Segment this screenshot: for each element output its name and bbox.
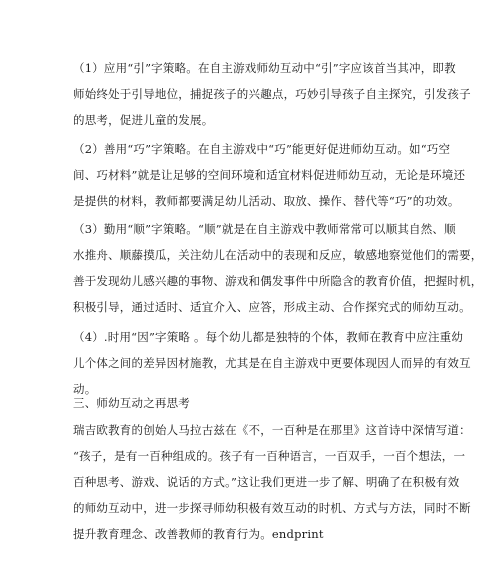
section-heading	[73, 390, 435, 416]
text-line: 的思考，促进儿童的发展。	[73, 113, 214, 127]
text-line: （2）善用“巧”字策略。在自主游戏中“巧”能更好促进师幼互动。如“巧空	[73, 142, 451, 156]
paragraph-strategy-shun	[73, 216, 483, 320]
text-line: “孩子，是有一百种组成的。孩子有一百种语言，一百双手，一百个想法，一	[73, 449, 466, 463]
text-line: 间、巧材料”就是让足够的空间环境和适宜材料促进师幼互动，无论是环境还	[73, 168, 466, 182]
heading-line: 三、师幼互动之再思考	[73, 396, 190, 410]
text-line: 是提供的材料，教师都要满足幼儿活动、取放、操作、替代等“巧”的功效。	[73, 194, 460, 208]
text-line: 水推舟、顺藤摸瓜，关注幼儿在活动中的表现和反应，敏感地察觉他们的需要，	[73, 248, 483, 262]
text-line: 瑞吉欧教育的创始人马拉古兹在《不，一百种是在那里》这首诗中深情写道：	[73, 423, 471, 437]
text-line: 动。	[73, 382, 97, 396]
paragraph-malaguzzi-intro	[73, 417, 471, 443]
text-line: 百种思考、游戏、说话的方式。”这让我们更进一步了解、明确了在积极有效	[73, 475, 460, 489]
text-line: 的师幼互动中，进一步探寻师幼积极有效互动的时机、方式与方法，同时不断	[73, 501, 471, 515]
paragraph-strategy-yin	[73, 55, 471, 133]
text-line: （3）勤用“顺”字策略。“顺”就是在自主游戏中教师常常可以顺其自然、顺	[73, 222, 456, 236]
text-line: 提升教育理念、改善教师的教育行为。endprint	[73, 527, 324, 541]
text-line: 善于发现幼儿感兴趣的事物、游戏和偶发事件中所隐含的教育价值，把握时机，	[73, 274, 483, 288]
text-line: （4）.时用“因”字策略 。每个幼儿都是独特的个体，教师在教育中应注重幼	[73, 330, 464, 344]
text-line: （1）应用“引”字策略。在自主游戏师幼互动中“引”字应该首当其冲，即教	[73, 61, 456, 75]
text-line: 积极引导，通过适时、适宜介入、应答，形成主动、合作探究式的师幼互动。	[73, 300, 471, 314]
text-line: 师始终处于引导地位，捕捉孩子的兴趣点，巧妙引导孩子自主探究，引发孩子	[73, 87, 471, 101]
text-line: 儿个体之间的差异因材施教，尤其是在自主游戏中更要体现因人而异的有效互	[73, 356, 471, 370]
paragraph-malaguzzi-quote	[73, 443, 471, 547]
paragraph-strategy-qiao	[73, 136, 466, 214]
